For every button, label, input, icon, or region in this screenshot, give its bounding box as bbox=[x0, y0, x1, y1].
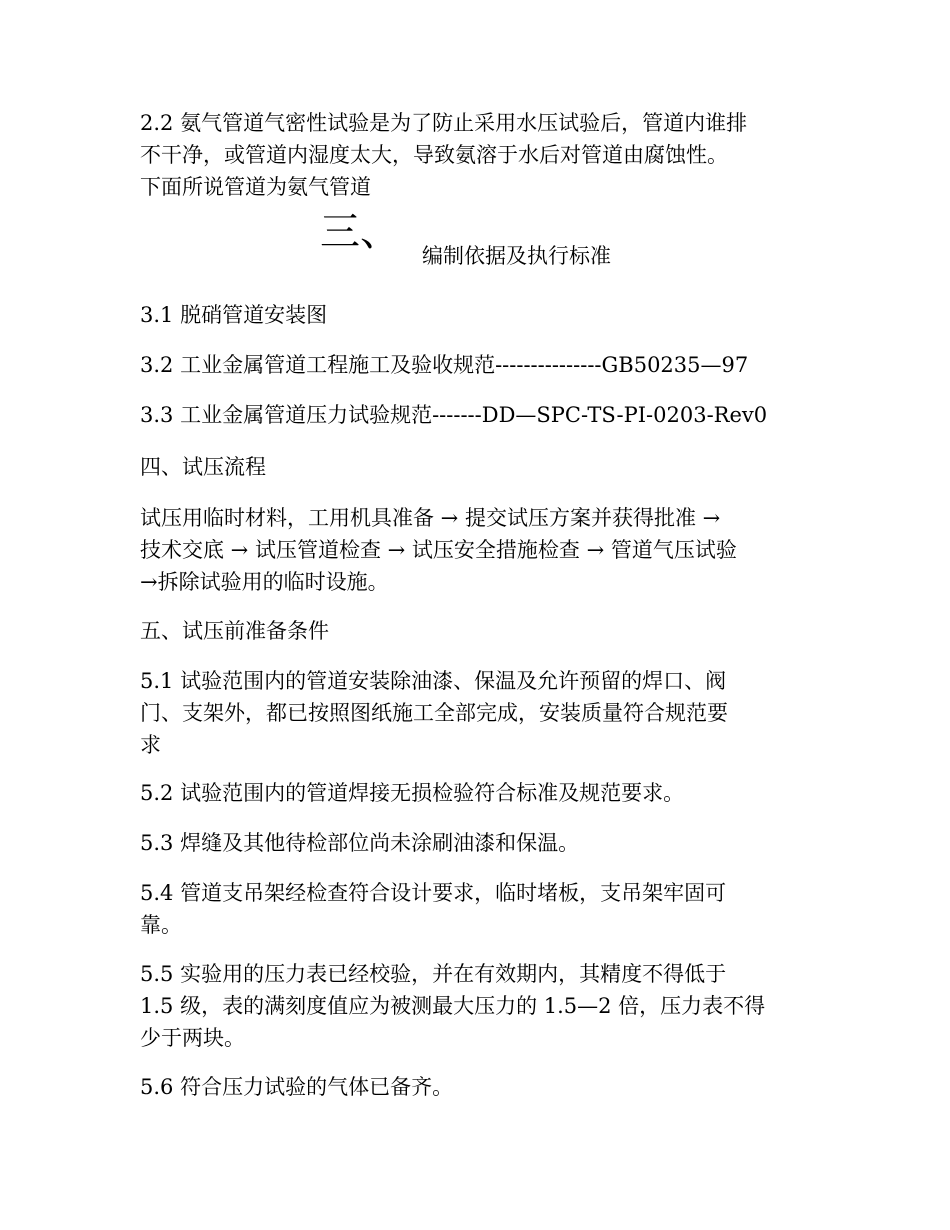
text-line: 少于两块。 bbox=[140, 1026, 245, 1050]
text-line: 技术交底 → 试压管道检查 → 试压安全措施检查 → 管道气压试验 bbox=[140, 538, 737, 562]
text-line: 四、试压流程 bbox=[140, 455, 266, 479]
text-line: 3.1 脱硝管道安装图 bbox=[140, 303, 328, 327]
section-3-number: 三、 bbox=[320, 209, 400, 255]
text-line: 5.3 焊缝及其他待检部位尚未涂刷油漆和保温。 bbox=[140, 831, 580, 855]
text-line: 五、试压前准备条件 bbox=[140, 619, 329, 643]
paragraph-5-1 bbox=[140, 665, 820, 761]
text-line: 3.2 工业金属管道工程施工及验收规范---------------GB50235—97 bbox=[140, 353, 749, 377]
text-line: 5.2 试验范围内的管道焊接无损检验符合标准及规范要求。 bbox=[140, 781, 685, 805]
text-line: 靠。 bbox=[140, 913, 182, 937]
paragraph-5-4 bbox=[140, 877, 820, 941]
section-4-heading bbox=[140, 451, 820, 483]
paragraph-3-2 bbox=[140, 349, 820, 381]
text-line: 3.3 工业金属管道压力试验规范-------DD—SPC-TS-PI-0203-Rev0 bbox=[140, 403, 768, 427]
paragraph-5-5 bbox=[140, 958, 820, 1054]
text-line: 下面所说管道为氨气管道 bbox=[140, 175, 371, 199]
paragraph-3-1 bbox=[140, 299, 820, 331]
text-line: 2.2 氨气管道气密性试验是为了防止采用水压试验后，管道内谁排 bbox=[140, 111, 748, 135]
text-line: 1.5 级，表的满刻度值应为被测最大压力的 1.5—2 倍，压力表不得 bbox=[140, 994, 766, 1018]
text-line: 5.1 试验范围内的管道安装除油漆、保温及允许预留的焊口、阀 bbox=[140, 669, 727, 693]
text-line: 5.4 管道支吊架经检查符合设计要求，临时堵板，支吊架牢固可 bbox=[140, 881, 727, 905]
text-line: 5.5 实验用的压力表已经校验，并在有效期内，其精度不得低于 bbox=[140, 962, 727, 986]
paragraph-5-3 bbox=[140, 827, 820, 859]
paragraph-3-3 bbox=[140, 399, 820, 431]
text-line: →拆除试验用的临时设施。 bbox=[140, 570, 389, 594]
text-line: 试压用临时材料，工用机具准备 → 提交试压方案并获得批准 → bbox=[140, 506, 721, 530]
text-line: 不干净，或管道内湿度太大，导致氨溶于水后对管道由腐蚀性。 bbox=[140, 143, 728, 167]
paragraph-2-2 bbox=[140, 107, 820, 203]
paragraph-flow bbox=[140, 502, 820, 598]
text-line: 门、支架外，都已按照图纸施工全部完成，安装质量符合规范要 bbox=[140, 701, 728, 725]
section-3-title: 编制依据及执行标准 bbox=[422, 244, 611, 268]
paragraph-5-2 bbox=[140, 777, 820, 809]
paragraph-5-6 bbox=[140, 1071, 820, 1103]
section-5-heading bbox=[140, 615, 820, 647]
text-line: 求 bbox=[140, 733, 161, 757]
text-line: 5.6 符合压力试验的气体已备齐。 bbox=[140, 1075, 454, 1099]
